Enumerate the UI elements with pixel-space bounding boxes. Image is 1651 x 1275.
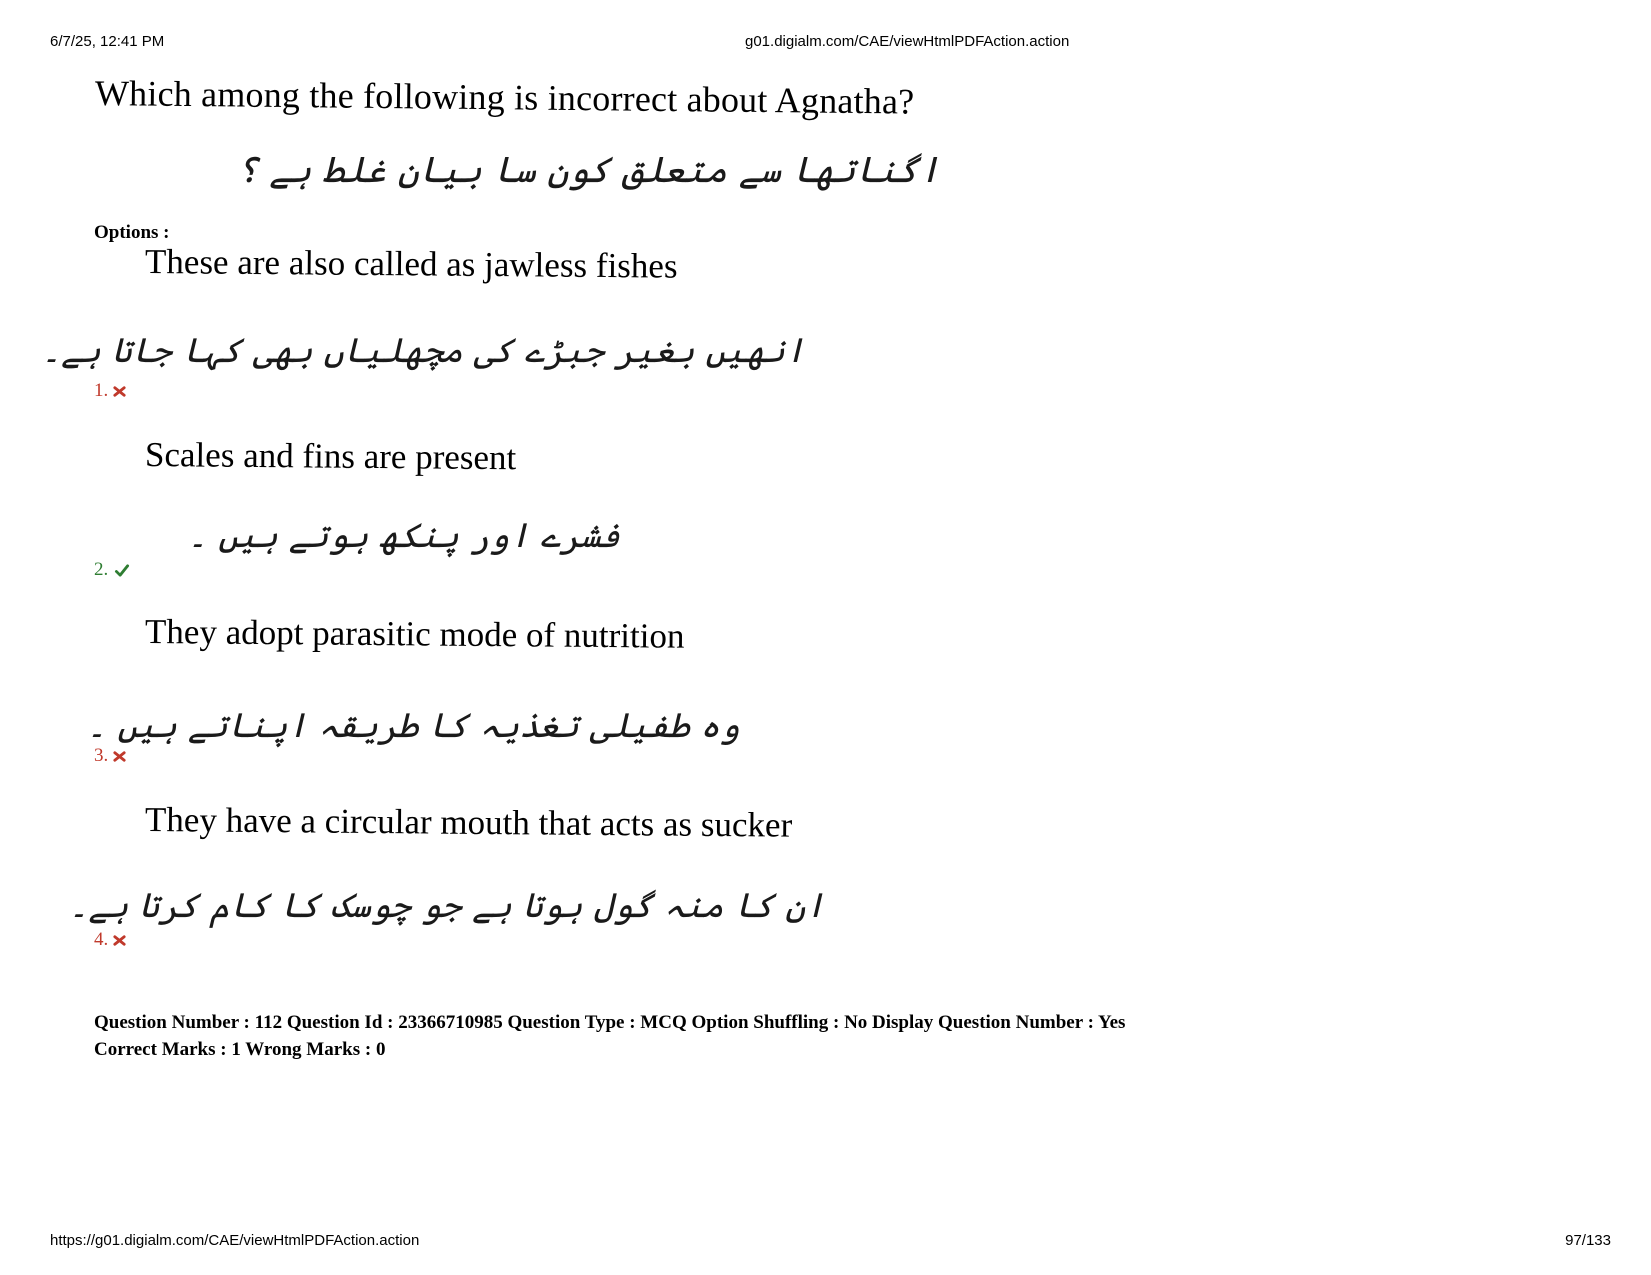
option-4-number: 4. xyxy=(94,929,109,950)
option-1-text-english: These are also called as jawless fishes xyxy=(144,242,678,286)
option-3-marker xyxy=(94,745,127,767)
option-1-number: 1. xyxy=(94,380,109,401)
options-label: Options : xyxy=(94,222,170,243)
question-text-urdu: اگناتھا سے متعلق کون سا بیان غلط ہے ؟ xyxy=(236,150,940,191)
page-url-footer: https://g01.digialm.com/CAE/viewHtmlPDFAction.action xyxy=(50,1232,420,1249)
option-2-number: 2. xyxy=(94,559,109,580)
page-url-header: g01.digialm.com/CAE/viewHtmlPDFAction.action xyxy=(745,33,1070,50)
cross-icon xyxy=(112,749,127,764)
option-3-number: 3. xyxy=(94,745,109,766)
option-4-text-english: They have a circular mouth that acts as sucker xyxy=(144,800,793,845)
question-text-english: Which among the following is incorrect about Agnatha? xyxy=(94,73,915,122)
question-meta-line-2: Correct Marks : 1 Wrong Marks : 0 xyxy=(94,1039,386,1060)
option-2-text-english: Scales and fins are present xyxy=(144,435,517,478)
option-1-text-urdu: انھیں بغیر جبڑے کی مچھلیاں بھی کہا جاتا ہے۔ xyxy=(41,331,805,371)
option-3-text-english: They adopt parasitic mode of nutrition xyxy=(144,612,685,656)
option-4-text-urdu: ان کا منہ گول ہوتا ہے جو چوسک کا کام کرتا ہے۔ xyxy=(68,886,825,926)
cross-icon xyxy=(112,933,127,948)
print-datetime: 6/7/25, 12:41 PM xyxy=(50,33,165,50)
question-meta-line-1: Question Number : 112 Question Id : 23366710985 Question Type : MCQ Option Shuffling : No Display Question Number : Yes xyxy=(94,1012,1126,1033)
check-icon xyxy=(112,563,132,578)
option-2-marker xyxy=(94,559,132,581)
option-3-text-urdu: وہ طفیلی تغذیہ کا طریقہ اپناتے ہیں ۔ xyxy=(86,706,740,746)
option-4-marker xyxy=(94,929,127,951)
page-counter: 97/133 xyxy=(1565,1232,1611,1249)
cross-icon xyxy=(112,384,127,399)
option-1-marker xyxy=(94,380,127,402)
option-2-text-urdu: فشرے اور پنکھ ہوتے ہیں ۔ xyxy=(187,516,620,556)
